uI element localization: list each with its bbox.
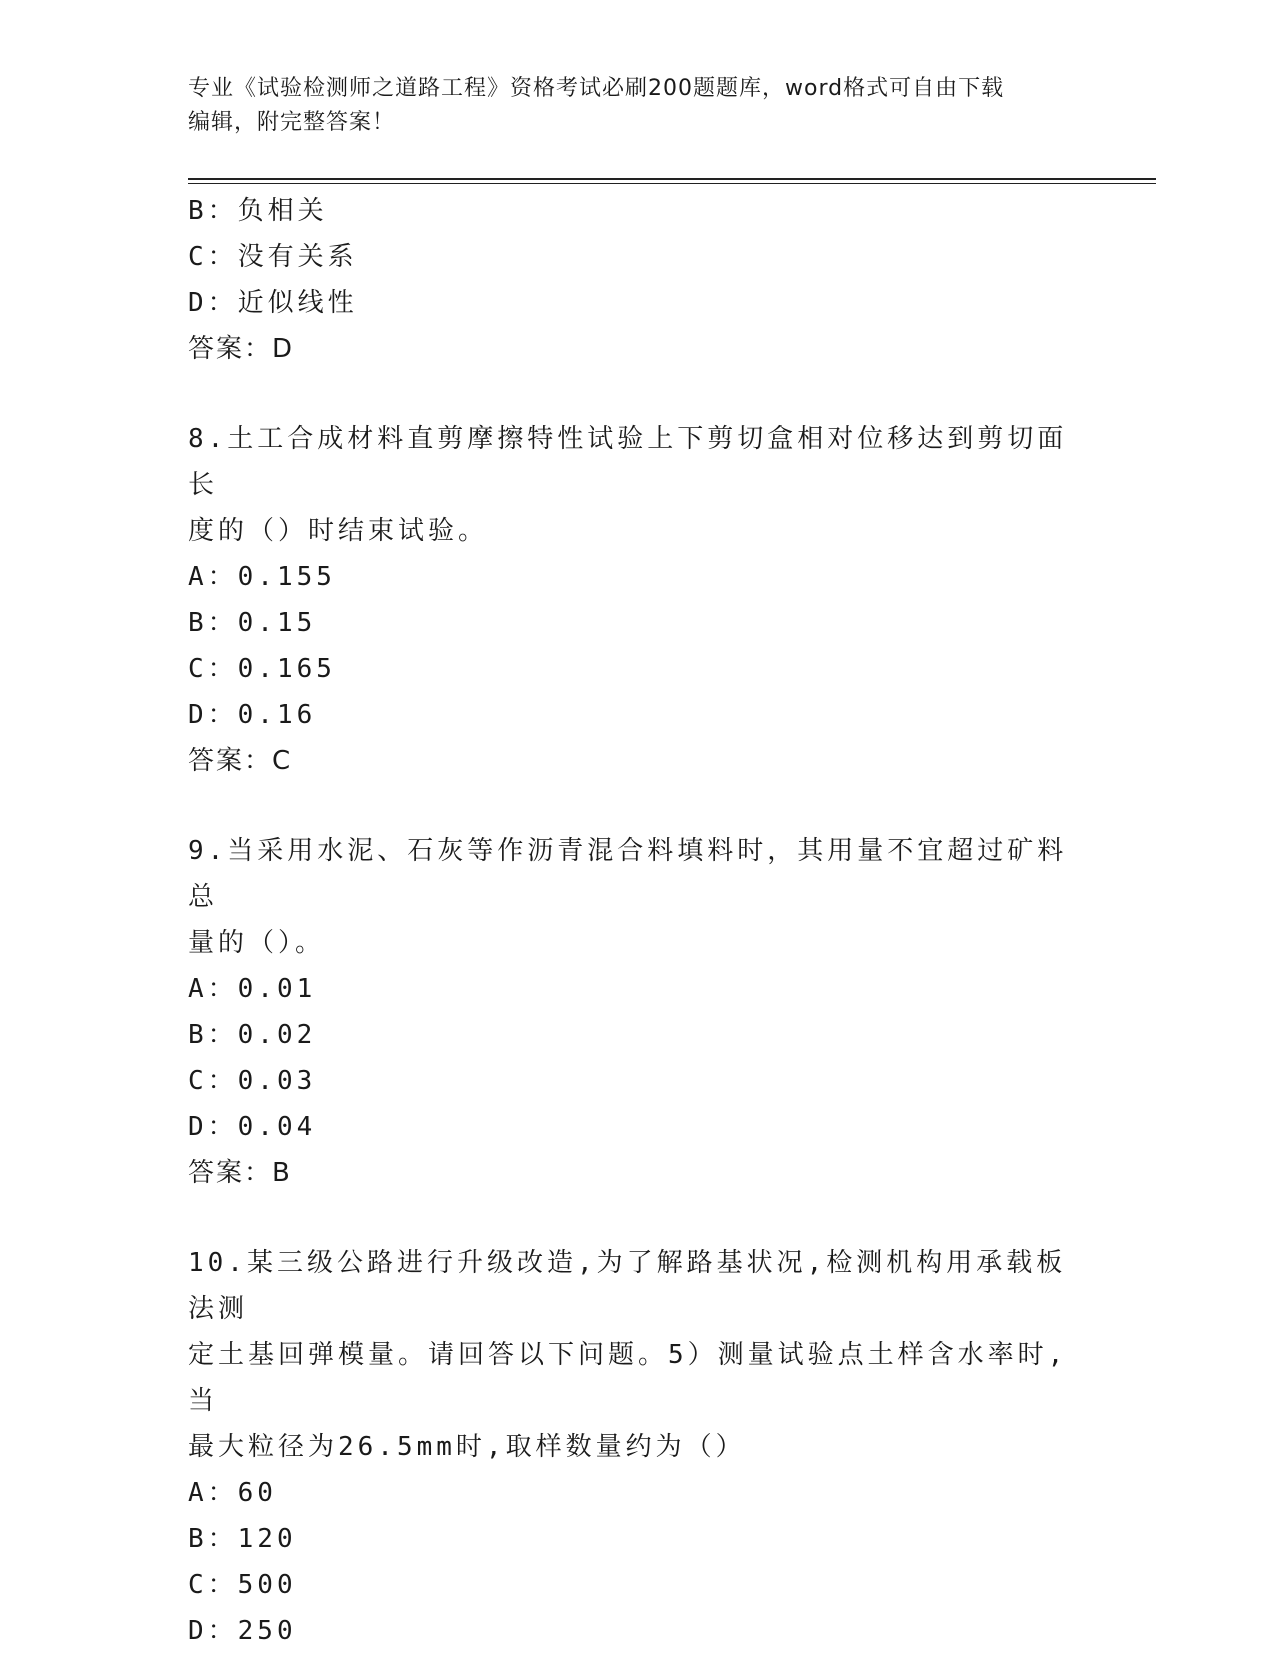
header-line-2: 编辑，附完整答案！ xyxy=(188,110,396,135)
question-7-tail xyxy=(188,188,1088,372)
question-text-line: 8.土工合成材料直剪摩擦特性试验上下剪切盒相对位移达到剪切面长 xyxy=(188,424,1068,500)
question-text-line: 10.某三级公路进行升级改造,为了解路基状况,检测机构用承载板法测 xyxy=(188,1248,1067,1324)
option-b: B：0.15 xyxy=(188,608,317,638)
question-text xyxy=(188,1240,1088,1470)
answer-line: 答案：C xyxy=(188,746,293,776)
question-text-line: 定土基回弹模量。请回答以下问题。5）测量试验点土样含水率时,当 xyxy=(188,1340,1068,1416)
option-b: B：0.02 xyxy=(188,1020,317,1050)
option-c: C：0.03 xyxy=(188,1066,317,1096)
option-c: C：没有关系 xyxy=(188,242,358,272)
answer-line: 答案：B xyxy=(188,1158,292,1188)
question-text-line: 9.当采用水泥、石灰等作沥青混合料填料时，其用量不宜超过矿料总 xyxy=(188,836,1068,912)
header-divider-thick xyxy=(188,178,1156,180)
question-text-line: 最大粒径为26.5mm时,取样数量约为（） xyxy=(188,1432,746,1462)
option-a: A：0.155 xyxy=(188,562,336,592)
question-list xyxy=(188,188,1088,1654)
option-d: D：0.16 xyxy=(188,700,317,730)
answer-line: 答案：D xyxy=(188,334,295,364)
option-b: B：负相关 xyxy=(188,196,328,226)
question-text-line: 度的（）时结束试验。 xyxy=(188,516,489,546)
question-9 xyxy=(188,828,1088,1196)
option-d: D：0.04 xyxy=(188,1112,317,1142)
option-c: C：0.165 xyxy=(188,654,336,684)
option-d: D：250 xyxy=(188,1616,297,1646)
document-header xyxy=(188,72,1088,140)
header-divider-thin xyxy=(188,183,1156,184)
option-d: D：近似线性 xyxy=(188,288,358,318)
question-10 xyxy=(188,1240,1088,1654)
option-a: A：60 xyxy=(188,1478,277,1508)
question-text xyxy=(188,828,1088,966)
option-b: B：120 xyxy=(188,1524,297,1554)
header-line-1: 专业《试验检测师之道路工程》资格考试必刷200题题库，word格式可自由下载 xyxy=(188,76,1005,101)
question-text xyxy=(188,416,1088,554)
question-8 xyxy=(188,416,1088,784)
option-a: A：0.01 xyxy=(188,974,317,1004)
question-text-line: 量的（）。 xyxy=(188,928,326,958)
option-c: C：500 xyxy=(188,1570,297,1600)
